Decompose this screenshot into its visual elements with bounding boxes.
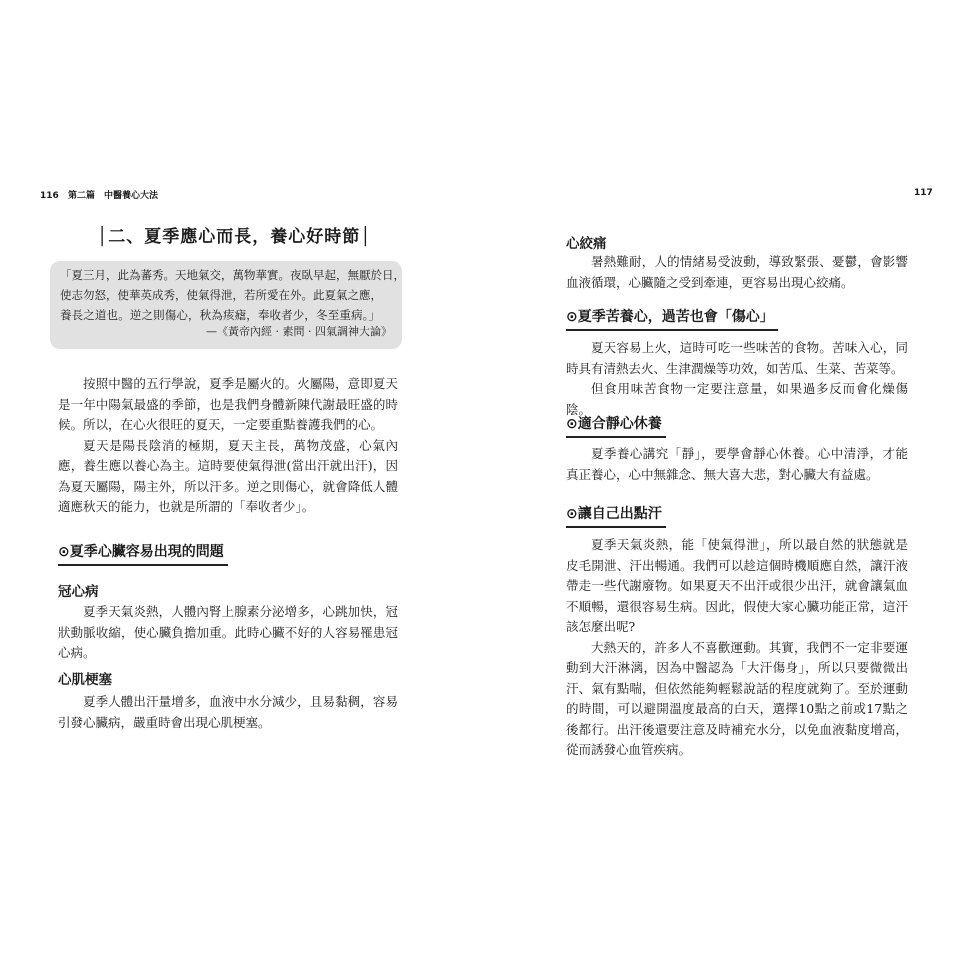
paragraph: 暑熱難耐，人的情緒易受波動，導致緊張、憂鬱，會影響血液循環，心臟隨之受到牽連，更容易出現心絞痛。 bbox=[566, 254, 908, 290]
subsection-title: 冠心病 bbox=[58, 584, 99, 600]
quote-line: 「夏三月，此為蕃秀。天地氣交，萬物華實。夜臥早起，無厭於日， bbox=[60, 268, 405, 282]
paragraph: 但食用味苦食物一定要注意量，如果過多反而會化燥傷陰。 bbox=[566, 381, 908, 417]
paragraph: 按照中醫的五行學說，夏季是屬火的。火屬陽，意即夏天是一年中陽氣最盛的季節，也是我們身體新陳代謝最旺盛的時候。所以，在心火很旺的夏天，一定要重點養護我們的心。 bbox=[58, 376, 398, 432]
intro-text bbox=[58, 374, 398, 518]
section-text bbox=[566, 444, 908, 485]
section-heading: ⊙讓自己出點汗 bbox=[566, 503, 662, 523]
section-text bbox=[566, 535, 908, 761]
section-text bbox=[566, 338, 908, 420]
paragraph: 夏天容易上火，這時可吃一些味苦的食物。苦味入心，同時具有清熱去火、生津潤燥等功效，如苦瓜、生菜、苦菜等。 bbox=[566, 340, 908, 376]
section-heading: ⊙夏季苦養心，過苦也會「傷心」 bbox=[566, 306, 774, 326]
running-head bbox=[40, 188, 158, 201]
paragraph: 夏天是陽長陰消的極期，夏天主長，萬物茂盛，心氣內應，養生應以養心為主。這時要使氣得泄(當出汗就出汗)，因為夏天屬陽，陽主外，所以汗多。逆之則傷心，就會降低人體適應秋天的能力，也就是所謂的「奉收者少」。 bbox=[58, 437, 398, 514]
quote-line: 使志勿怒，使華英成秀，使氣得泄，若所愛在外。此夏氣之應， bbox=[60, 288, 382, 302]
section-heading: ⊙適合靜心休養 bbox=[566, 413, 662, 433]
quote-box bbox=[50, 261, 405, 349]
quote-source: —《黃帝內經 · 素問 · 四氣調神大論》 bbox=[206, 325, 392, 338]
paragraph: 夏季天氣炎熱，能「使氣得泄」，所以最自然的狀態就是皮毛開泄、汗出暢通。我們可以趁這個時機順應自然，讓汗液帶走一些代謝廢物。如果夏天不出汗或很少出汗，就會讓氣血不順暢，還很容易生病。因此，假使大家心臟功能正常，這汗該怎麼出呢? bbox=[566, 537, 908, 634]
paragraph: 夏季養心講究「靜」，要學會靜心休養。心中清淨，才能真正養心，心中無雜念、無大喜大悲，對心臟大有益處。 bbox=[566, 446, 908, 482]
paragraph: 夏季人體出汗量增多，血液中水分減少，且易黏稠，容易引發心臟病，嚴重時會出現心肌梗塞。 bbox=[58, 694, 398, 730]
paragraph: 大熱天的，許多人不喜歡運動。其實，我們不一定非要運動到大汗淋漓，因為中醫認為「大汗傷身」，所以只要微微出汗、氣有點喘，但依然能夠輕鬆說話的程度就夠了。至於運動的時間，可以避開溫度最高的白天，選擇10點之前或17點之後都行。出汗後還要注意及時補充水分，以免血液黏度增高，從而誘發心血管疾病。 bbox=[566, 639, 908, 757]
section-heading: ⊙夏季心臟容易出現的問題 bbox=[58, 541, 224, 561]
page-number: 116 bbox=[40, 191, 59, 201]
page-number: 117 bbox=[914, 188, 933, 198]
subsection-title: 心絞痛 bbox=[566, 236, 607, 252]
subsection-text bbox=[58, 692, 398, 733]
chapter-title: │二、夏季應心而長，養心好時節│ bbox=[97, 227, 372, 247]
right-page bbox=[482, 0, 964, 964]
subsection-text bbox=[58, 602, 398, 664]
subsection-title: 心肌梗塞 bbox=[58, 672, 112, 688]
subsection-text bbox=[566, 252, 908, 293]
running-head-title: 第二篇 中醫養心大法 bbox=[67, 191, 158, 201]
quote-line: 養長之道也。逆之則傷心，秋為痎瘧，奉收者少，冬至重病。」 bbox=[60, 308, 380, 322]
paragraph: 夏季天氣炎熱，人體內腎上腺素分泌增多，心跳加快，冠狀動脈收縮，使心臟負擔加重。此時心臟不好的人容易罹患冠心病。 bbox=[58, 604, 398, 660]
